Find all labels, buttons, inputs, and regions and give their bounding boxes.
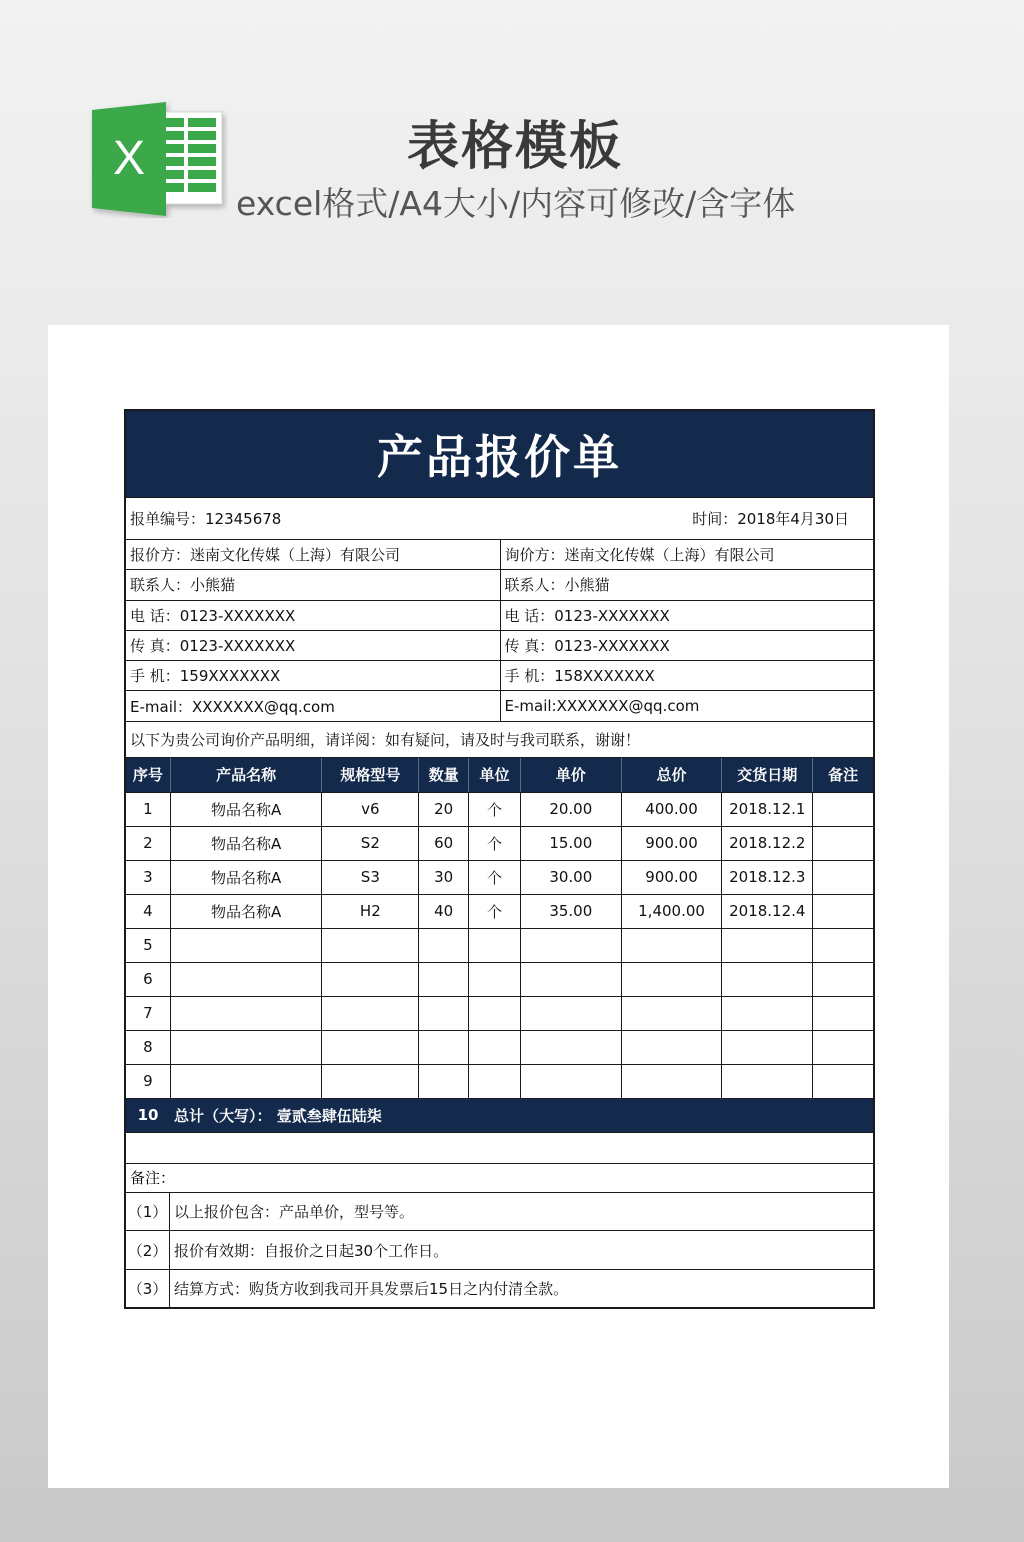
total-row — [126, 1098, 873, 1132]
cell-qty[interactable] — [418, 963, 468, 996]
cell-spec[interactable] — [321, 929, 418, 962]
cell-product-name[interactable] — [170, 997, 322, 1030]
cell-index: 2 — [143, 834, 153, 853]
cell-spec[interactable]: S2 — [321, 827, 418, 860]
cell-unit[interactable] — [468, 1065, 520, 1098]
info-row-contact — [126, 569, 873, 599]
cell-total-price[interactable]: 400.00 — [621, 793, 722, 826]
info-row-mobile — [126, 660, 873, 690]
svg-text:X: X — [112, 132, 146, 185]
cell-product-name[interactable] — [170, 1031, 322, 1064]
table-header — [126, 757, 873, 792]
cell-spec[interactable] — [321, 1031, 418, 1064]
quotation-form — [124, 409, 875, 1309]
table-row — [126, 1064, 873, 1098]
cell-unit[interactable] — [468, 929, 520, 962]
quote-date[interactable]: 时间：2018年4月30日 — [692, 510, 849, 528]
cell-index: 1 — [143, 800, 153, 819]
cell-remark[interactable] — [812, 1031, 873, 1064]
cell-spec[interactable] — [321, 997, 418, 1030]
cell-index: 3 — [143, 868, 153, 887]
excel-icon — [88, 100, 228, 218]
cell-delivery-date[interactable] — [721, 1065, 812, 1098]
remark-text[interactable]: 结算方式：购货方收到我司开具发票后15日之内付清全款。 — [174, 1280, 569, 1299]
cell-total-price[interactable]: 900.00 — [621, 861, 722, 894]
cell-index: 6 — [143, 970, 153, 989]
table-row — [126, 996, 873, 1030]
cell-product-name[interactable] — [170, 963, 322, 996]
cell-total-price[interactable] — [621, 963, 722, 996]
cell-qty[interactable]: 60 — [418, 827, 468, 860]
cell-product-name[interactable]: 物品名称A — [170, 895, 322, 928]
cell-unit-price[interactable] — [520, 929, 621, 962]
cell-remark[interactable] — [812, 963, 873, 996]
remark-text[interactable]: 以上报价包含：产品单价，型号等。 — [174, 1203, 415, 1222]
cell-remark[interactable] — [812, 793, 873, 826]
table-row — [126, 928, 873, 962]
meta-row — [126, 497, 873, 539]
cell-index: 5 — [143, 936, 153, 955]
cell-remark[interactable] — [812, 929, 873, 962]
remark-row — [126, 1269, 873, 1308]
cell-delivery-date[interactable] — [721, 1031, 812, 1064]
col-qty: 数量 — [418, 758, 468, 792]
cell-qty[interactable]: 30 — [418, 861, 468, 894]
info-row-phone — [126, 600, 873, 630]
total-label[interactable]: 总计（大写）： 壹贰叁肆伍陆柒 — [174, 1106, 382, 1125]
col-spec: 规格型号 — [321, 758, 418, 792]
cell-product-name[interactable]: 物品名称A — [170, 861, 322, 894]
cell-unit-price[interactable]: 15.00 — [520, 827, 621, 860]
header-title: 表格模板 — [406, 117, 623, 177]
cell-spec[interactable]: H2 — [321, 895, 418, 928]
table-body — [126, 792, 873, 1098]
inquirer-fax[interactable]: 传 真：0123-XXXXXXX — [500, 631, 874, 660]
cell-remark[interactable] — [812, 861, 873, 894]
remark-row — [126, 1192, 873, 1231]
cell-qty[interactable]: 20 — [418, 793, 468, 826]
remark-text[interactable]: 报价有效期：自报价之日起30个工作日。 — [174, 1241, 449, 1260]
remark-row — [126, 1230, 873, 1269]
inquirer-contact[interactable]: 联系人：小熊猫 — [500, 570, 874, 599]
cell-product-name[interactable] — [170, 1065, 322, 1098]
cell-unit-price[interactable]: 20.00 — [520, 793, 621, 826]
cell-delivery-date[interactable]: 2018.12.4 — [721, 895, 812, 928]
cell-total-price[interactable] — [621, 1065, 722, 1098]
cell-remark[interactable] — [812, 997, 873, 1030]
col-unit-price: 单价 — [520, 758, 621, 792]
quoter-contact[interactable]: 联系人：小熊猫 — [130, 576, 236, 595]
info-row-fax — [126, 630, 873, 660]
cell-total-price[interactable] — [621, 929, 722, 962]
form-title: 产品报价单 — [126, 411, 873, 497]
cell-qty[interactable] — [418, 1031, 468, 1064]
inquirer-company[interactable]: 询价方：迷南文化传媒（上海）有限公司 — [500, 540, 874, 569]
intro-text: 以下为贵公司询价产品明细，请详阅：如有疑问，请及时与我司联系，谢谢！ — [130, 730, 641, 749]
cell-index: 8 — [143, 1038, 153, 1057]
remarks-title: 备注： — [126, 1163, 873, 1192]
cell-remark[interactable] — [812, 895, 873, 928]
cell-delivery-date[interactable] — [721, 929, 812, 962]
col-product-name: 产品名称 — [170, 758, 322, 792]
cell-remark[interactable] — [812, 827, 873, 860]
cell-delivery-date[interactable]: 2018.12.2 — [721, 827, 812, 860]
cell-spec[interactable] — [321, 1065, 418, 1098]
table-row — [126, 792, 873, 826]
quoter-email[interactable]: E-mail：XXXXXXX@qq.com — [130, 697, 335, 716]
table-row — [126, 860, 873, 894]
cell-total-price[interactable] — [621, 997, 722, 1030]
cell-spec[interactable] — [321, 963, 418, 996]
cell-remark[interactable] — [812, 1065, 873, 1098]
cell-total-price[interactable]: 1,400.00 — [621, 895, 722, 928]
inquirer-phone[interactable]: 电 话：0123-XXXXXXX — [500, 601, 874, 630]
cell-delivery-date[interactable] — [721, 963, 812, 996]
cell-unit-price[interactable]: 35.00 — [520, 895, 621, 928]
cell-spec[interactable]: v6 — [321, 793, 418, 826]
cell-unit[interactable] — [468, 963, 520, 996]
cell-product-name[interactable]: 物品名称A — [170, 827, 322, 860]
total-index: 10 — [137, 1106, 159, 1125]
quoter-phone[interactable]: 电 话：0123-XXXXXXX — [130, 606, 296, 625]
table-row — [126, 962, 873, 996]
quoter-mobile[interactable]: 手 机：159XXXXXXX — [130, 667, 281, 686]
cell-unit[interactable] — [468, 1031, 520, 1064]
cell-index: 7 — [143, 1004, 153, 1023]
cell-delivery-date[interactable] — [721, 997, 812, 1030]
cell-total-price[interactable]: 900.00 — [621, 827, 722, 860]
cell-unit[interactable] — [468, 997, 520, 1030]
cell-qty[interactable] — [418, 1065, 468, 1098]
cell-spec[interactable]: S3 — [321, 861, 418, 894]
intro-row — [126, 721, 873, 757]
cell-product-name[interactable]: 物品名称A — [170, 793, 322, 826]
cell-unit-price[interactable] — [520, 963, 621, 996]
cell-delivery-date[interactable]: 2018.12.1 — [721, 793, 812, 826]
col-unit: 单位 — [468, 758, 520, 792]
inquirer-mobile[interactable]: 手 机：158XXXXXXX — [500, 661, 874, 690]
inquirer-email[interactable]: E-mail:XXXXXXX@qq.com — [500, 691, 874, 720]
quoter-fax[interactable]: 传 真：0123-XXXXXXX — [130, 637, 296, 656]
cell-qty[interactable] — [418, 929, 468, 962]
table-row — [126, 894, 873, 928]
table-row — [126, 1030, 873, 1064]
cell-qty[interactable]: 40 — [418, 895, 468, 928]
col-delivery-date: 交货日期 — [721, 758, 812, 792]
remark-number: （2） — [126, 1231, 170, 1269]
cell-unit-price[interactable] — [520, 1065, 621, 1098]
quote-number[interactable]: 报单编号：12345678 — [130, 510, 282, 528]
page-header — [0, 0, 1024, 320]
col-index: 序号 — [132, 766, 163, 785]
info-row-company — [126, 539, 873, 569]
info-row-email — [126, 690, 873, 720]
quoter-company[interactable]: 报价方：迷南文化传媒（上海）有限公司 — [130, 546, 401, 565]
blank-row[interactable] — [126, 1132, 873, 1163]
cell-product-name[interactable] — [170, 929, 322, 962]
cell-unit[interactable]: 个 — [468, 861, 520, 894]
cell-total-price[interactable] — [621, 1031, 722, 1064]
cell-qty[interactable] — [418, 997, 468, 1030]
col-remark: 备注 — [812, 758, 873, 792]
col-total-price: 总价 — [621, 758, 722, 792]
cell-unit-price[interactable] — [520, 997, 621, 1030]
header-subtitle: excel格式/A4大小/内容可修改/含字体 — [236, 184, 796, 223]
cell-unit[interactable]: 个 — [468, 895, 520, 928]
cell-unit-price[interactable] — [520, 1031, 621, 1064]
cell-index: 4 — [143, 902, 153, 921]
cell-unit[interactable]: 个 — [468, 827, 520, 860]
cell-delivery-date[interactable]: 2018.12.3 — [721, 861, 812, 894]
cell-unit[interactable]: 个 — [468, 793, 520, 826]
cell-index: 9 — [143, 1072, 153, 1091]
table-row — [126, 826, 873, 860]
cell-unit-price[interactable]: 30.00 — [520, 861, 621, 894]
remark-number: （3） — [126, 1270, 170, 1308]
remark-number: （1） — [126, 1193, 170, 1231]
